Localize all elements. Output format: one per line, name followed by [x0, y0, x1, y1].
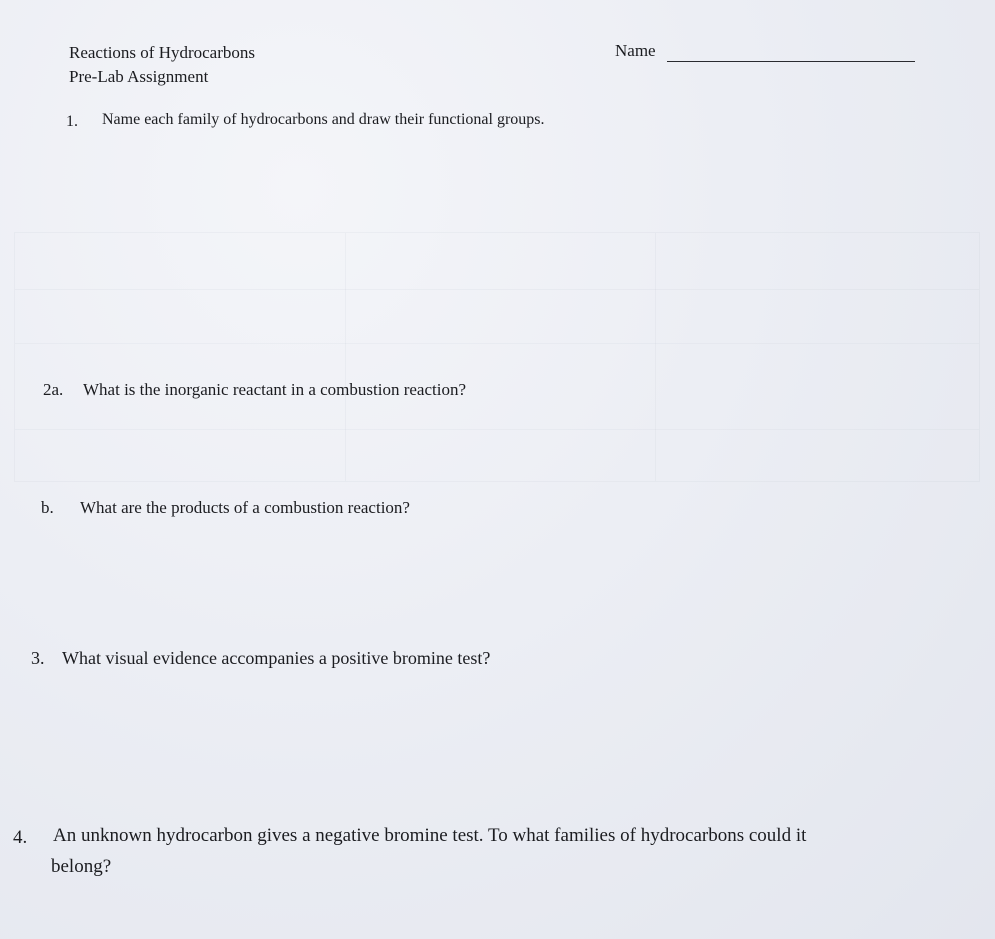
worksheet-title: Reactions of Hydrocarbons — [69, 43, 256, 62]
question-1-number: 1. — [66, 113, 78, 130]
question-4-number: 4. — [13, 827, 28, 848]
question-1-text: Name each family of hydrocarbons and draw their functional groups. — [102, 111, 545, 128]
question-4-text-line1: An unknown hydrocarbon gives a negative bromine test. To what families of hydrocarbons could it — [53, 825, 807, 846]
question-2a-text: What is the inorganic reactant in a combustion reaction? — [83, 380, 466, 399]
name-label: Name — [615, 41, 656, 60]
question-3-text: What visual evidence accompanies a positive bromine test? — [62, 648, 491, 668]
question-2b-text: What are the products of a combustion reaction? — [80, 498, 410, 517]
question-2b-number: b. — [41, 498, 54, 517]
question-3-number: 3. — [31, 648, 45, 668]
question-4-text-line2: belong? — [51, 856, 112, 877]
name-blank-line — [667, 61, 915, 62]
worksheet-subtitle: Pre-Lab Assignment — [69, 67, 209, 86]
question-2a-number: 2a. — [43, 380, 64, 399]
show-through-table — [14, 232, 980, 482]
